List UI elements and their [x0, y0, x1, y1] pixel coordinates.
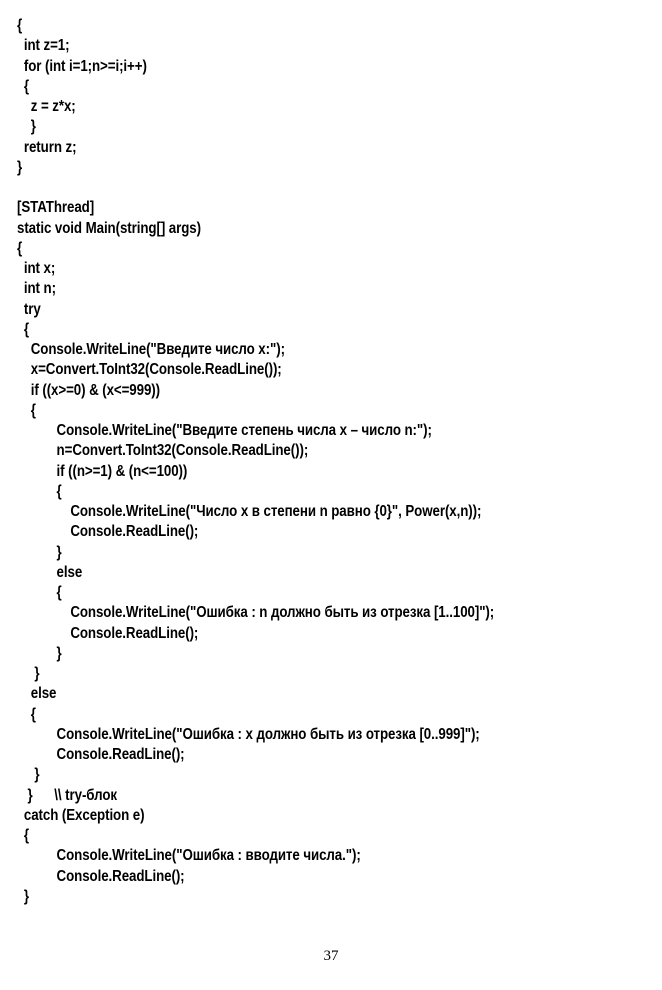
code-line: z = z*x;: [30, 98, 76, 115]
code-line: catch (Exception e): [23, 806, 145, 824]
code-line: else: [56, 563, 83, 581]
code-line: Console.ReadLine();: [56, 867, 185, 885]
code-line: int x;: [23, 260, 56, 277]
code-line: if ((n>=1) & (n<=100)): [56, 462, 188, 480]
code-line: [17, 178, 567, 198]
code-line: {: [23, 320, 29, 338]
code-line: for (int i=1;n>=i;i++): [23, 57, 147, 75]
code-line: {: [56, 482, 62, 500]
code-line: return z;: [23, 138, 77, 156]
code-line: Console.ReadLine();: [70, 523, 199, 541]
code-line: {: [30, 705, 36, 723]
code-line: Console.WriteLine("Ошибка : x должно быть из отрезка [0..999]");: [56, 725, 480, 743]
code-line: }: [56, 543, 62, 561]
code-line: Console.WriteLine("Число x в степени n равно {0}", Power(x,n));: [70, 503, 482, 520]
code-line: }: [30, 665, 40, 682]
code-line: try: [23, 300, 41, 318]
code-line: {: [17, 17, 23, 34]
code-line: {: [56, 584, 62, 601]
code-line: Console.ReadLine();: [70, 624, 199, 642]
code-line: {: [17, 239, 23, 257]
code-line: int z=1;: [23, 37, 70, 55]
code-line: static void Main(string[] args): [17, 219, 201, 237]
code-line: {: [23, 77, 29, 95]
code-listing: [17, 16, 657, 907]
code-line: }: [23, 887, 29, 905]
code-line: Console.ReadLine();: [56, 746, 185, 763]
code-line: }: [30, 118, 36, 136]
code-line: [STAThread]: [17, 199, 95, 217]
page-number: 37: [323, 948, 339, 964]
code-line: }: [30, 766, 40, 784]
code-line: {: [30, 401, 36, 419]
code-line: Console.WriteLine("Ошибка : вводите числа.");: [56, 847, 361, 865]
code-line: } \\ try-блок: [23, 786, 117, 804]
code-line: }: [56, 644, 62, 662]
code-line: Console.WriteLine("Введите число x:");: [30, 341, 285, 358]
code-line: {: [23, 827, 29, 844]
code-line: else: [30, 685, 57, 703]
code-line: x=Convert.ToInt32(Console.ReadLine());: [30, 361, 282, 379]
code-line: if ((x>=0) & (x<=999)): [30, 381, 161, 399]
code-line: }: [17, 158, 23, 176]
code-line: Console.WriteLine("Введите степень числа x – число n:");: [56, 422, 432, 439]
code-line: Console.WriteLine("Ошибка : n должно быть из отрезка [1..100]");: [70, 604, 495, 622]
code-line: int n;: [23, 280, 56, 298]
code-line: n=Convert.ToInt32(Console.ReadLine());: [56, 442, 309, 460]
